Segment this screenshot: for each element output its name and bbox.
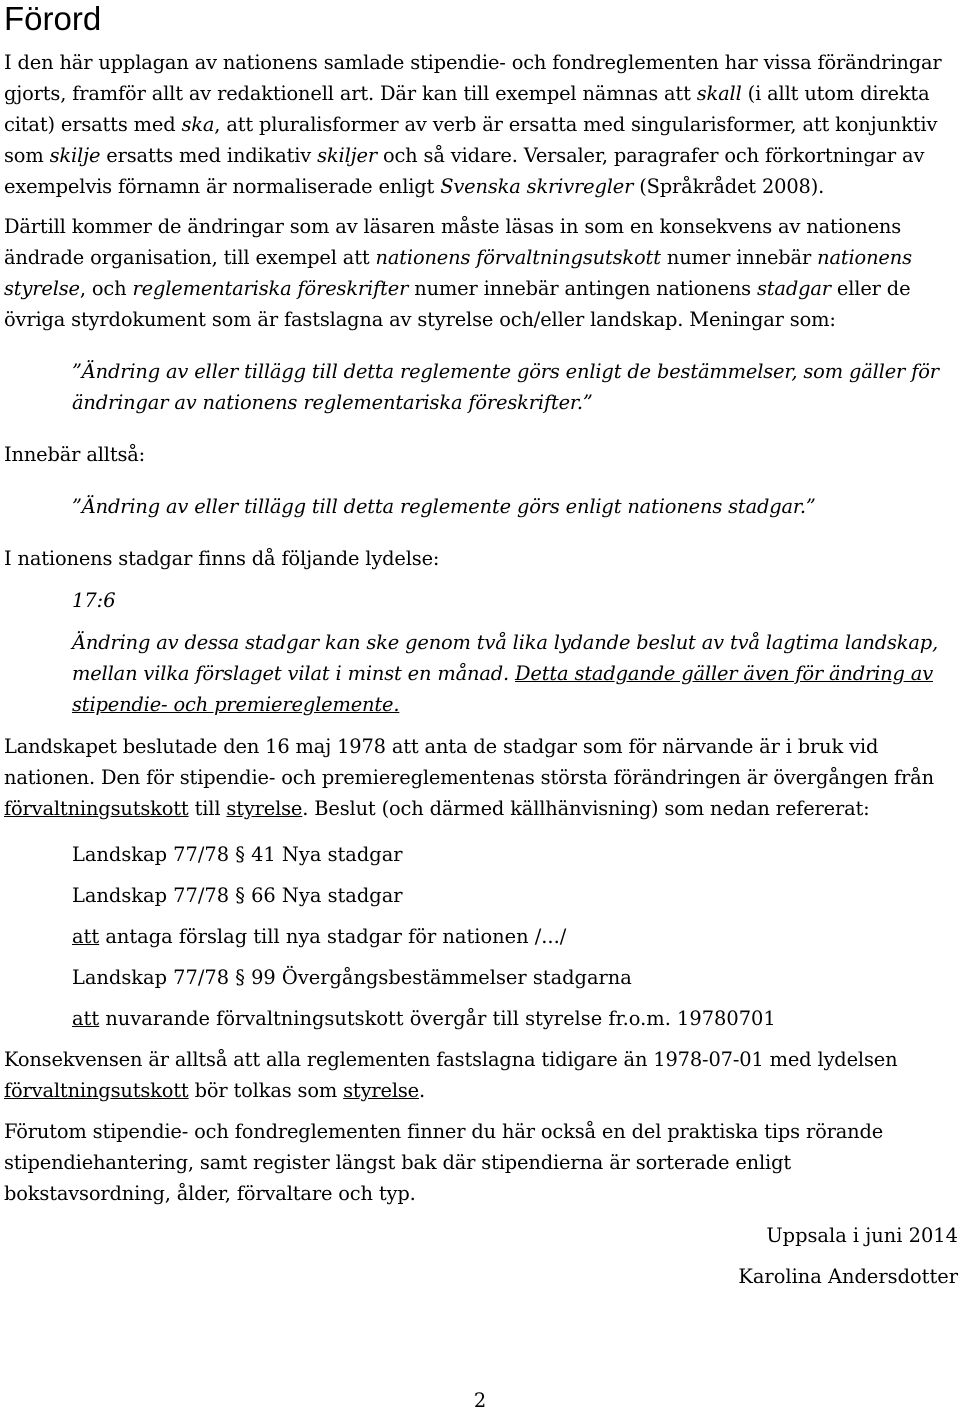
text: och så vidare. Versaler, paragrafer och förkortningar av exempelvis förnamn är normaliserade enligt <box>4 144 925 198</box>
paragraph-innebar: Innebär alltså: <box>4 443 146 466</box>
stadga-number: 17:6 <box>72 589 116 612</box>
text: bör tolkas som <box>188 1079 344 1102</box>
paragraph-editorial-changes <box>4 47 958 202</box>
paragraph-landskapet <box>4 731 958 824</box>
stadga-text <box>72 627 958 720</box>
text: Konsekvensen är alltså att alla reglementen fastslagna tidigare än 1978-07-01 med lydelsen <box>4 1048 898 1071</box>
text: Ändring av dessa stadgar kan ske genom två lika lydande beslut av två lagtima landskap, mellan vilka förslaget vilat i minst en månad. <box>72 631 939 685</box>
text: I den här upplagan av nationens samlade stipendie- och fondreglementen har vissa förändringar gjorts, framför allt av redaktionell art. Där kan till exempel nämnas att <box>4 51 942 105</box>
underlined-att: att <box>72 1007 100 1030</box>
text: antaga förslag till nya stadgar för nationen /.../ <box>99 925 567 948</box>
page-title: Förord <box>4 0 102 37</box>
reference-item <box>72 921 958 952</box>
text: Därtill kommer de ändringar som av läsaren måste läsas in som en konsekvens av nationens ändrade organisation, till exempel att <box>4 215 902 269</box>
text: , att pluralisformer av verb är ersatta med singularisformer, att konjunktiv som <box>4 113 938 167</box>
text: eller de övriga styrdokument som är fastslagna av styrelse och/eller landskap. Meningar som: <box>4 277 911 331</box>
italic-term: nationens förvaltningsutskott <box>375 246 661 269</box>
italic-term: ska <box>181 113 215 136</box>
underlined-att: att <box>72 925 100 948</box>
signature-name: Karolina Andersdotter <box>738 1265 958 1288</box>
paragraph-stadgar-intro: I nationens stadgar finns då följande lydelse: <box>4 547 440 570</box>
text: till <box>188 797 227 820</box>
paragraph-organisation-changes <box>4 211 958 335</box>
italic-term: reglementariska föreskrifter <box>132 277 409 300</box>
signature-place-date: Uppsala i juni 2014 <box>766 1224 958 1247</box>
underlined-term: styrelse <box>343 1079 419 1102</box>
italic-term: skiljer <box>317 144 377 167</box>
text: nuvarande förvaltningsutskott övergår till styrelse fr.o.m. 19780701 <box>99 1007 776 1030</box>
text: , och <box>79 277 133 300</box>
underlined-text: Detta stadgande gäller även för ändring av stipendie- och premiereglemente. <box>72 662 934 716</box>
underlined-term: styrelse <box>226 797 303 820</box>
text: (Språkrådet 2008). <box>633 175 825 198</box>
quote-new-wording: ”Ändring av eller tillägg till detta reglemente görs enligt nationens stadgar.” <box>72 495 816 518</box>
italic-term: nationens styrelse <box>4 246 912 300</box>
reference-item: Landskap 77/78 § 99 Övergångsbestämmelser stadgarna <box>72 966 632 989</box>
text: . Beslut (och därmed källhänvisning) som nedan refererat: <box>302 797 870 820</box>
paragraph-forutom: Förutom stipendie- och fondreglementen finner du här också en del praktiska tips rörande stipendiehantering, samt register längst bak där stipendierna är sorterade enligt bokstavsordning, ålder, förvaltare och typ. <box>4 1120 884 1205</box>
quote-old-wording: ”Ändring av eller tillägg till detta reglemente görs enligt de bestämmelser, som gäller för ändringar av nationens reglementariska föreskrifter.” <box>72 360 939 414</box>
text: numer innebär antingen nationens <box>408 277 757 300</box>
text: Landskapet beslutade den 16 maj 1978 att anta de stadgar som för närvande är i bruk vid nationen. Den för stipendie- och premiereglementenas största förändringen är övergången från <box>4 735 934 789</box>
reference-item <box>72 1003 958 1034</box>
text: numer innebär <box>660 246 818 269</box>
text: (i allt utom direkta citat) ersatts med <box>4 82 930 136</box>
paragraph-konsekvens <box>4 1044 958 1106</box>
decision-reference-list <box>72 839 958 1034</box>
reference-item: Landskap 77/78 § 41 Nya stadgar <box>72 843 403 866</box>
italic-term: Svenska skrivregler <box>440 175 634 198</box>
underlined-term: förvaltningsutskott <box>4 1079 189 1102</box>
italic-term: skilje <box>49 144 101 167</box>
document-page <box>4 0 958 1292</box>
italic-term: stadgar <box>756 277 831 300</box>
page-number: 2 <box>473 1389 487 1412</box>
text: ersatts med indikativ <box>100 144 318 167</box>
italic-term: skall <box>696 82 742 105</box>
reference-item: Landskap 77/78 § 66 Nya stadgar <box>72 884 403 907</box>
text: . <box>419 1079 426 1102</box>
underlined-term: förvaltningsutskott <box>4 797 189 820</box>
